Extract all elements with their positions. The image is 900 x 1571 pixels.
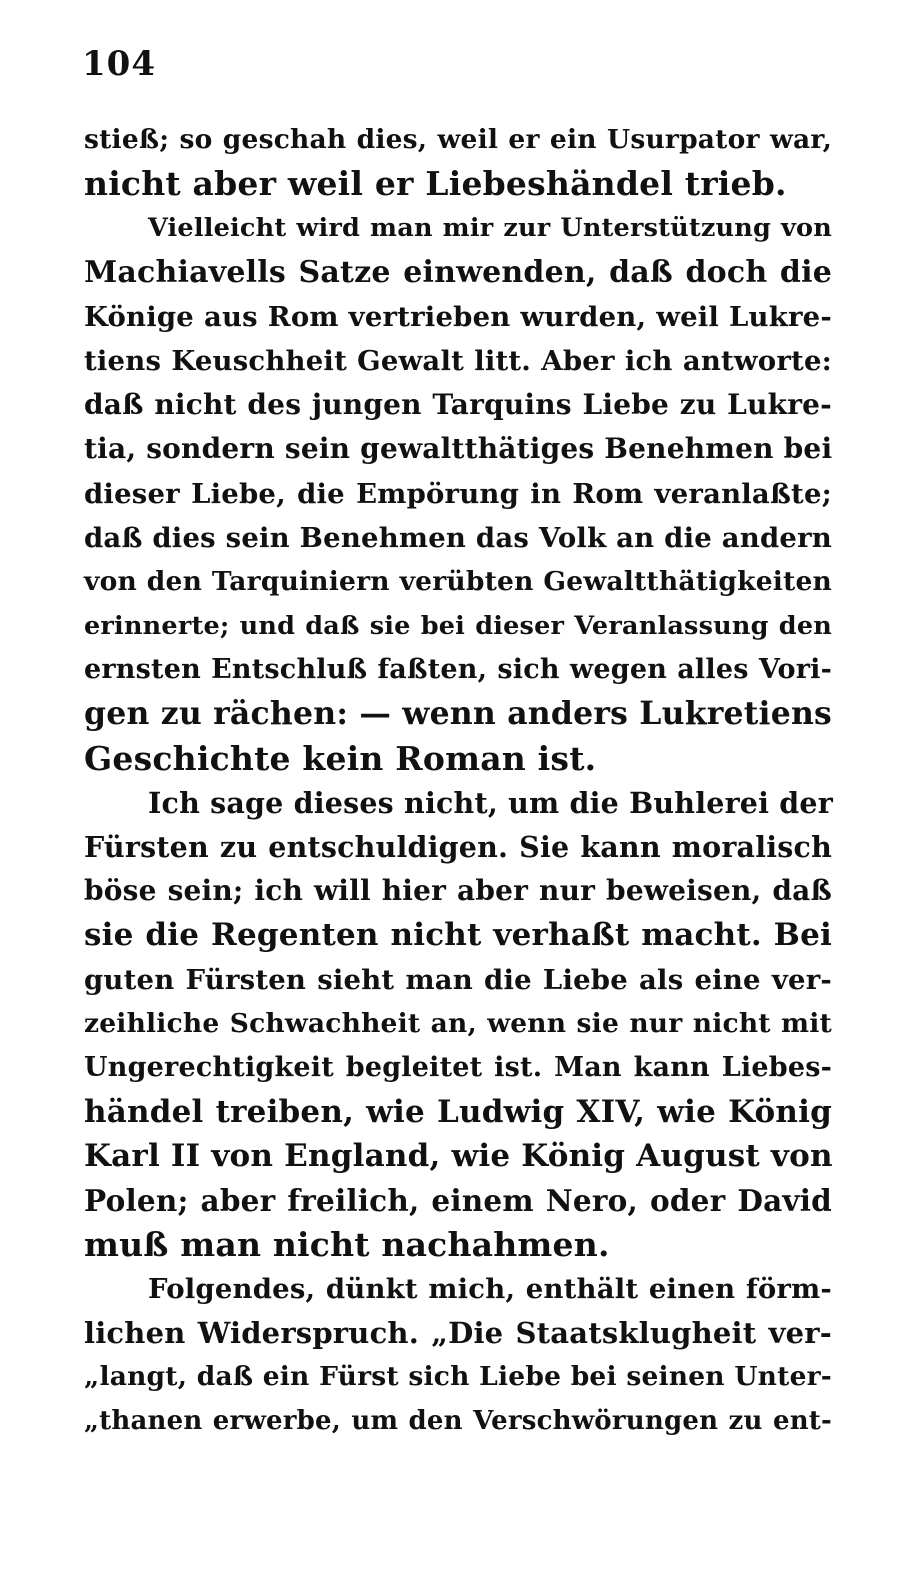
text-line: „thanen erwerbe, um den Verschwörungen zu ent- xyxy=(84,1406,832,1437)
text-line: sie die Regenten nicht verhaßt macht. Bei xyxy=(84,917,832,954)
text-line: erinnerte; und daß sie bei dieser Veranlassung den xyxy=(84,611,832,642)
text-line: böse sein; ich will hier aber nur beweisen, daß xyxy=(84,874,832,908)
text-line: Folgendes, dünkt mich, enthält einen förm- xyxy=(148,1272,832,1305)
text-line: tia, sondern sein gewaltthätiges Benehmen bei xyxy=(84,432,833,466)
text-line: zeihliche Schwachheit an, wenn sie nur nicht mit xyxy=(84,1007,832,1039)
text-line: Ungerechtigkeit begleitet ist. Man kann Liebes- xyxy=(84,1051,832,1083)
text-line: lichen Widerspruch. „Die Staatsklugheit ver- xyxy=(84,1316,832,1351)
text-line: Karl II von England, wie König August von xyxy=(84,1138,833,1175)
text-line: von den Tarquiniern verübten Gewaltthätigkeiten xyxy=(84,565,832,597)
text-line: Vielleicht wird man mir zur Unterstützung von xyxy=(148,213,832,244)
text-line: gen zu rächen: — wenn anders Lukretiens xyxy=(84,695,832,733)
text-line: Geschichte kein Roman ist. xyxy=(84,738,597,778)
text-line: daß dies sein Benehmen das Volk an die andern xyxy=(84,521,832,554)
text-line: ernsten Entschluß faßten, sich wegen alles Vori- xyxy=(84,654,832,686)
text-line: Machiavells Satze einwenden, daß doch die xyxy=(84,254,832,290)
text-line: „langt, daß ein Fürst sich Liebe bei seinen Unter- xyxy=(84,1361,832,1393)
text-line: Polen; aber freilich, einem Nero, oder David xyxy=(84,1182,832,1218)
text-line: daß nicht des jungen Tarquins Liebe zu Lukre- xyxy=(84,388,832,422)
text-line: Könige aus Rom vertrieben wurden, weil Lukre- xyxy=(84,300,832,333)
page-number: 104 xyxy=(82,44,156,84)
text-line: händel treiben, wie Ludwig XIV, wie König xyxy=(84,1094,832,1131)
text-line: dieser Liebe, die Empörung in Rom veranlaßte; xyxy=(84,477,832,510)
text-line: tiens Keuschheit Gewalt litt. Aber ich antworte: xyxy=(84,344,832,377)
text-line: guten Fürsten sieht man die Liebe als eine ver- xyxy=(84,963,832,996)
text-line: Ich sage dieses nicht, um die Buhlerei der xyxy=(148,785,833,820)
text-line: muß man nicht nachahmen. xyxy=(84,1224,610,1264)
text-line: stieß; so geschah dies, weil er ein Usurpator war, xyxy=(84,124,832,155)
text-line: Fürsten zu entschuldigen. Sie kann moralisch xyxy=(84,830,832,864)
text-line: nicht aber weil er Liebeshändel trieb. xyxy=(84,164,787,204)
body-text xyxy=(84,118,832,1444)
